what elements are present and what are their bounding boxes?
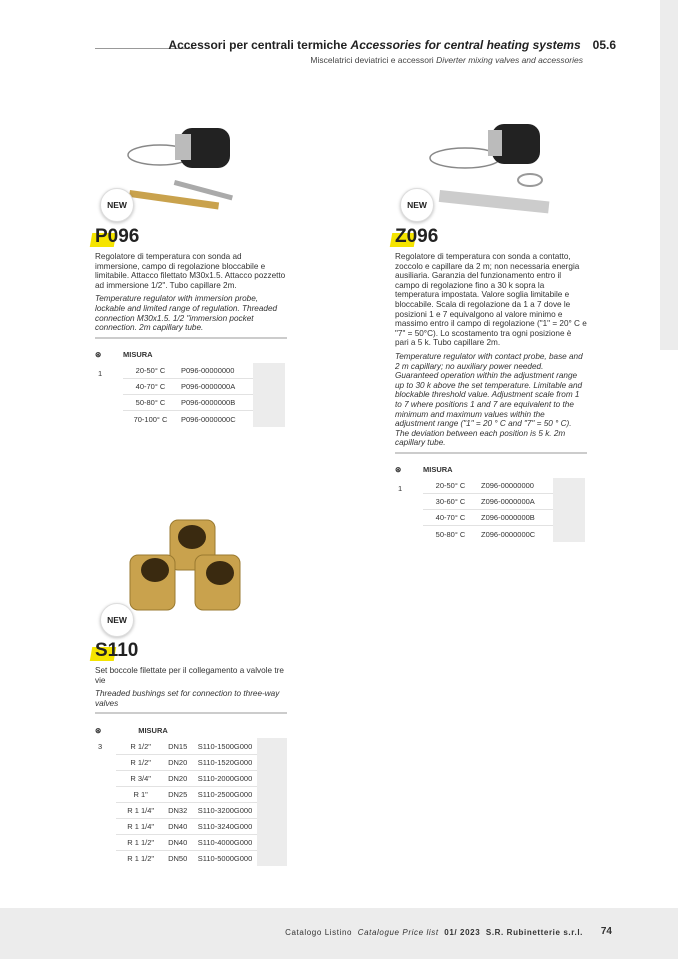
- article-code: S110-1500G000: [195, 738, 257, 754]
- catalog-en: Catalogue Price list: [357, 928, 439, 937]
- dn: DN40: [165, 834, 195, 850]
- size: 50-80° C: [123, 395, 178, 411]
- size: R 3/4": [116, 770, 165, 786]
- article-code: P096-0000000B: [178, 395, 253, 411]
- z096-product-image: [420, 120, 560, 220]
- side-tab: [660, 0, 678, 350]
- catalog-it: Catalogo Listino: [285, 928, 353, 937]
- dn: DN15: [165, 738, 195, 754]
- article-code: P096-0000000C: [181, 414, 236, 424]
- article-code: Z096-0000000A: [478, 494, 553, 510]
- product-code: P096: [95, 226, 140, 247]
- price-cell: [253, 363, 285, 427]
- article-code: S110-2500G000: [195, 786, 257, 802]
- size: R 1 1/4": [116, 818, 165, 834]
- product-s110: [95, 640, 287, 866]
- page-title: [168, 38, 580, 52]
- section-number: 05.6: [592, 38, 616, 52]
- table-row: [95, 738, 287, 754]
- dn: DN32: [165, 802, 195, 818]
- dn: DN50: [168, 854, 188, 864]
- package-icon: ⊛: [95, 725, 102, 735]
- product-code: Z096: [395, 226, 439, 247]
- column-header: MISURA: [123, 350, 153, 360]
- title-en: Accessories for central heating systems: [350, 38, 581, 52]
- column-header: MISURA: [138, 725, 168, 735]
- size: R 1 1/2": [127, 854, 155, 864]
- description-en: Threaded bushings set for connection to three-way valves: [95, 689, 287, 714]
- article-code: S110-5000G000: [197, 854, 253, 864]
- dn: DN25: [165, 786, 195, 802]
- size: 50-80° C: [435, 529, 466, 539]
- article-code: S110-2000G000: [195, 770, 257, 786]
- product-z096: [395, 226, 587, 542]
- product-table: [95, 347, 285, 427]
- dn: DN20: [165, 754, 195, 770]
- size: R 1/2": [116, 754, 165, 770]
- page-header: [168, 38, 616, 52]
- size: 20-50° C: [423, 478, 478, 494]
- size: 40-70° C: [123, 379, 178, 395]
- product-table: [95, 722, 287, 866]
- article-code: S110-3200G000: [195, 802, 257, 818]
- article-code: P096-0000000A: [178, 379, 253, 395]
- article-code: P096-00000000: [178, 363, 253, 379]
- new-badge: NEW: [100, 603, 134, 637]
- dn: DN40: [165, 818, 195, 834]
- description-it: Regolatore di temperatura con sonda ad immersione, campo di regolazione bloccabile e limitabile. Attacco filettato M30x1.5. Attacco pozzetto ad immersione 1/2". Tubo capillare 2m.: [95, 252, 286, 290]
- company: S.R. Rubinetterie s.r.l.: [485, 928, 583, 937]
- subtitle-it: Miscelatrici deviatrici e accessori: [310, 55, 434, 65]
- description-it: Regolatore di temperatura con sonda a contatto, zoccolo e capillare da 2 m; non necessaria energia ausiliaria. Garanzia del funzionamento entro il campo di regolazione fino a 30 k sopra la temperatura impostata. Valore soglia limitabile e bloccabile. Scala di regolazione da 1 a 7 dove le posizioni 1 e 7 equivalgono al valore minimo e massimo entro il campo di regolazione ("1" = 20° C e "7" = 50°C). Lo scostamento tra ogni posizione è pari a 5 k. Tubo capillare 2m.: [395, 252, 587, 348]
- description-en: Temperature regulator with immersion probe, lockable and limited range of regulation. Threaded connection M30x1.5. 1/2 "immersion pocket connection. 2m capillary tube.: [95, 294, 287, 338]
- title-it: Accessori per centrali termiche: [168, 38, 348, 52]
- dn: DN20: [165, 770, 195, 786]
- size: 30-60° C: [423, 494, 478, 510]
- p096-product-image: [120, 120, 240, 220]
- article-code: S110-4000G000: [195, 834, 257, 850]
- subtitle-en: Diverter mixing valves and accessories: [436, 55, 583, 65]
- price-cell: [257, 738, 287, 866]
- article-code: S110-1520G000: [195, 754, 257, 770]
- column-header: MISURA: [423, 465, 453, 475]
- description-en: Temperature regulator with contact probe, base and 2 m capillary; no auxiliary power needed. Guaranteed operation within the adjustment range up to 30 k above the set temperature. Limitable and blockable threshold value. Adjustment scale from 1 to 7 where positions 1 and 7 are equivalent to the minimum and maximum values within the adjustment range ("1" = 20 ° C and "7" = 50 ° C). The deviation between each position is 5 k. 2m capillary tube.: [395, 352, 587, 454]
- qty: 1: [98, 368, 103, 378]
- product-table: [395, 462, 585, 542]
- size: R 1": [116, 786, 165, 802]
- size: R 1 1/2": [116, 834, 165, 850]
- qty: 1: [398, 483, 403, 493]
- article-code: S110-3240G000: [195, 818, 257, 834]
- product-p096: [95, 226, 287, 427]
- product-code: S110: [95, 640, 139, 661]
- new-badge: NEW: [400, 188, 434, 222]
- article-code: Z096-0000000C: [481, 529, 536, 539]
- page-subtitle: [310, 55, 583, 65]
- table-row: [395, 478, 585, 494]
- article-code: Z096-00000000: [478, 478, 553, 494]
- package-icon: ⊛: [95, 350, 102, 360]
- size: 40-70° C: [423, 510, 478, 526]
- page-number: 74: [600, 926, 612, 937]
- new-badge: NEW: [100, 188, 134, 222]
- size: 70-100° C: [133, 414, 168, 424]
- qty: 3: [98, 742, 103, 752]
- size: R 1/2": [116, 738, 165, 754]
- edition: 01/ 2023: [444, 928, 481, 937]
- table-row: [95, 363, 285, 379]
- page-footer: [0, 908, 678, 959]
- footer-text: [285, 928, 583, 937]
- package-icon: ⊛: [395, 465, 402, 475]
- article-code: Z096-0000000B: [478, 510, 553, 526]
- description-it: Set boccole filettate per il collegamento a valvole tre vie: [95, 666, 284, 685]
- size: R 1 1/4": [116, 802, 165, 818]
- size: 20-50° C: [123, 363, 178, 379]
- s110-product-image: [125, 515, 265, 615]
- price-cell: [553, 478, 585, 542]
